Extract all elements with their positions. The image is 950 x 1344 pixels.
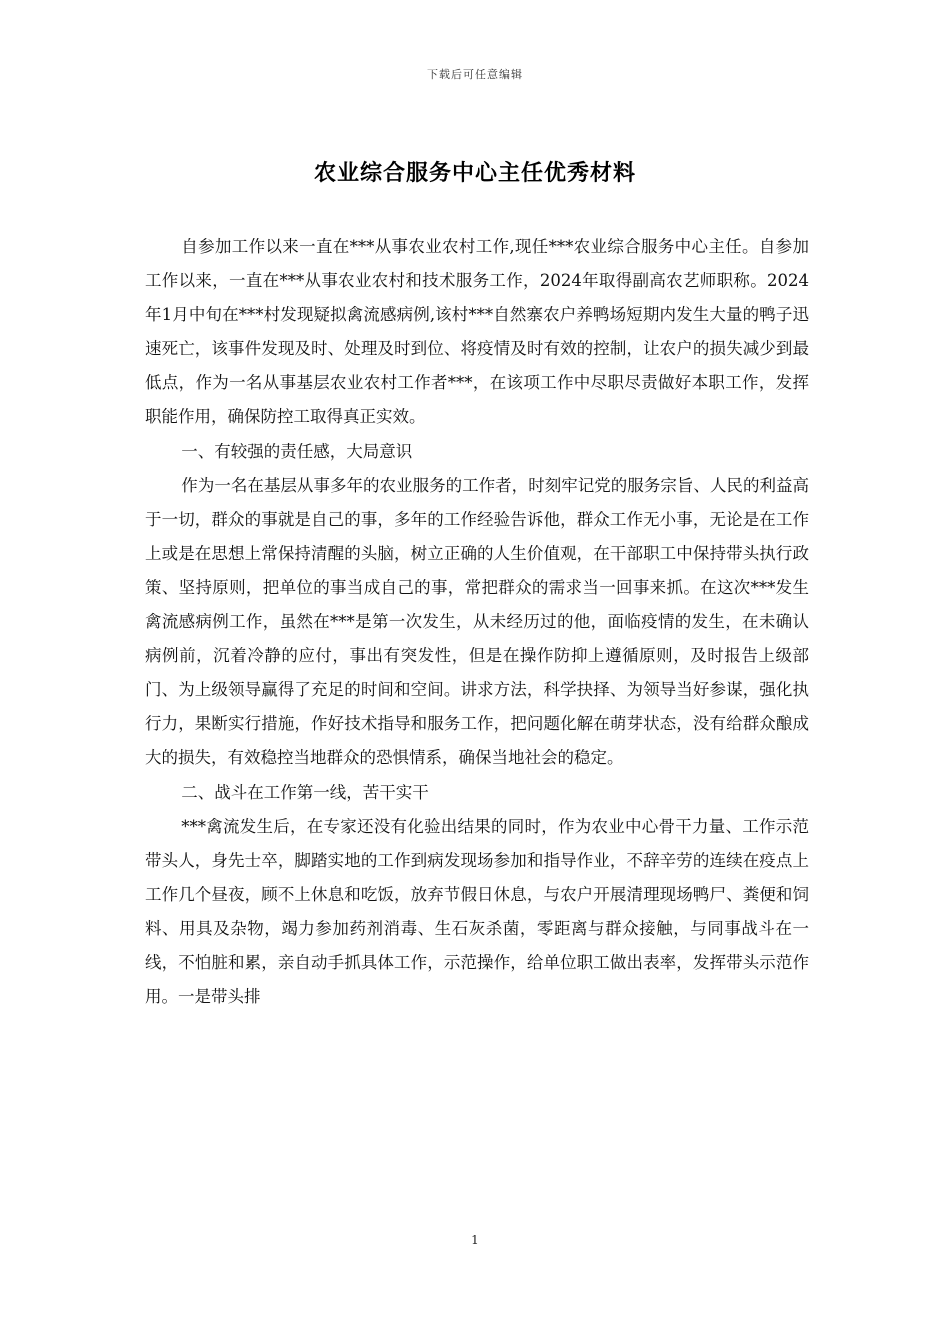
- section-heading-1: 一、有较强的责任感，大局意识: [181, 441, 413, 461]
- paragraph-section-2: ***禽流发生后，在专家还没有化验出结果的同时，作为农业中心骨干力量、工作示范带头人，身先士卒，脚踏实地的工作到病发现场参加和指导作业，不辞辛劳的连续在疫点上工作几个昼夜，顾不上休息和吃饭，放弃节假日休息，与农户开展清理现场鸭尸、粪便和饲料、用具及杂物，竭力参加药剂消毒、生石灰杀菌，零距离与群众接触，与同事战斗在一线，不怕脏和累，亲自动手抓具体工作，示范操作，给单位职工做出表率，发挥带头示范作用。一是带头排: [145, 816, 809, 1007]
- page-header: 下载后可任意编辑: [427, 68, 523, 81]
- paragraph-section-1: 作为一名在基层从事多年的农业服务的工作者，时刻牢记党的服务宗旨、人民的利益高于一切，群众的事就是自己的事，多年的工作经验告诉他，群众工作无小事，无论是在工作上或是在思想上常保持清醒的头脑，树立正确的人生价值观，在干部职工中保持带头执行政策、坚持原则，把单位的事当成自己的事，常把群众的需求当一回事来抓。在这次***发生禽流感病例工作，虽然在***是第一次发生，从未经历过的他，面临疫情的发生，在未确认病例前，沉着冷静的应付，事出有突发性，但是在操作防抑上遵循原则，及时报告上级部门、为上级领导赢得了充足的时间和空间。讲求方法，科学抉择、为领导当好参谋，强化执行力，果断实行措施，作好技术指导和服务工作，把问题化解在萌芽状态，没有给群众酿成大的损失，有效稳控当地群众的恐惧情系，确保当地社会的稳定。: [145, 475, 809, 768]
- page-number: 1: [471, 1233, 479, 1247]
- document-body: [145, 230, 809, 1014]
- paragraph-intro: 自参加工作以来一直在***从事农业农村工作,现任***农业综合服务中心主任。自参加工作以来，一直在***从事农业农村和技术服务工作，2024年取得副高农艺师职称。2024年1月中旬在***村发现疑拟禽流感病例,该村***自然寨农户养鸭场短期内发生大量的鸭子迅速死亡，该事件发现及时、处理及时到位、将疫情及时有效的控制，让农户的损失减少到最低点，作为一名从事基层农业农村工作者***，在该项工作中尽职尽责做好本职工作，发挥职能作用，确保防控工取得真正实效。: [145, 237, 809, 427]
- section-heading-2: 二、战斗在工作第一线，苦干实干: [181, 782, 429, 802]
- document-title: 农业综合服务中心主任优秀材料: [313, 160, 636, 186]
